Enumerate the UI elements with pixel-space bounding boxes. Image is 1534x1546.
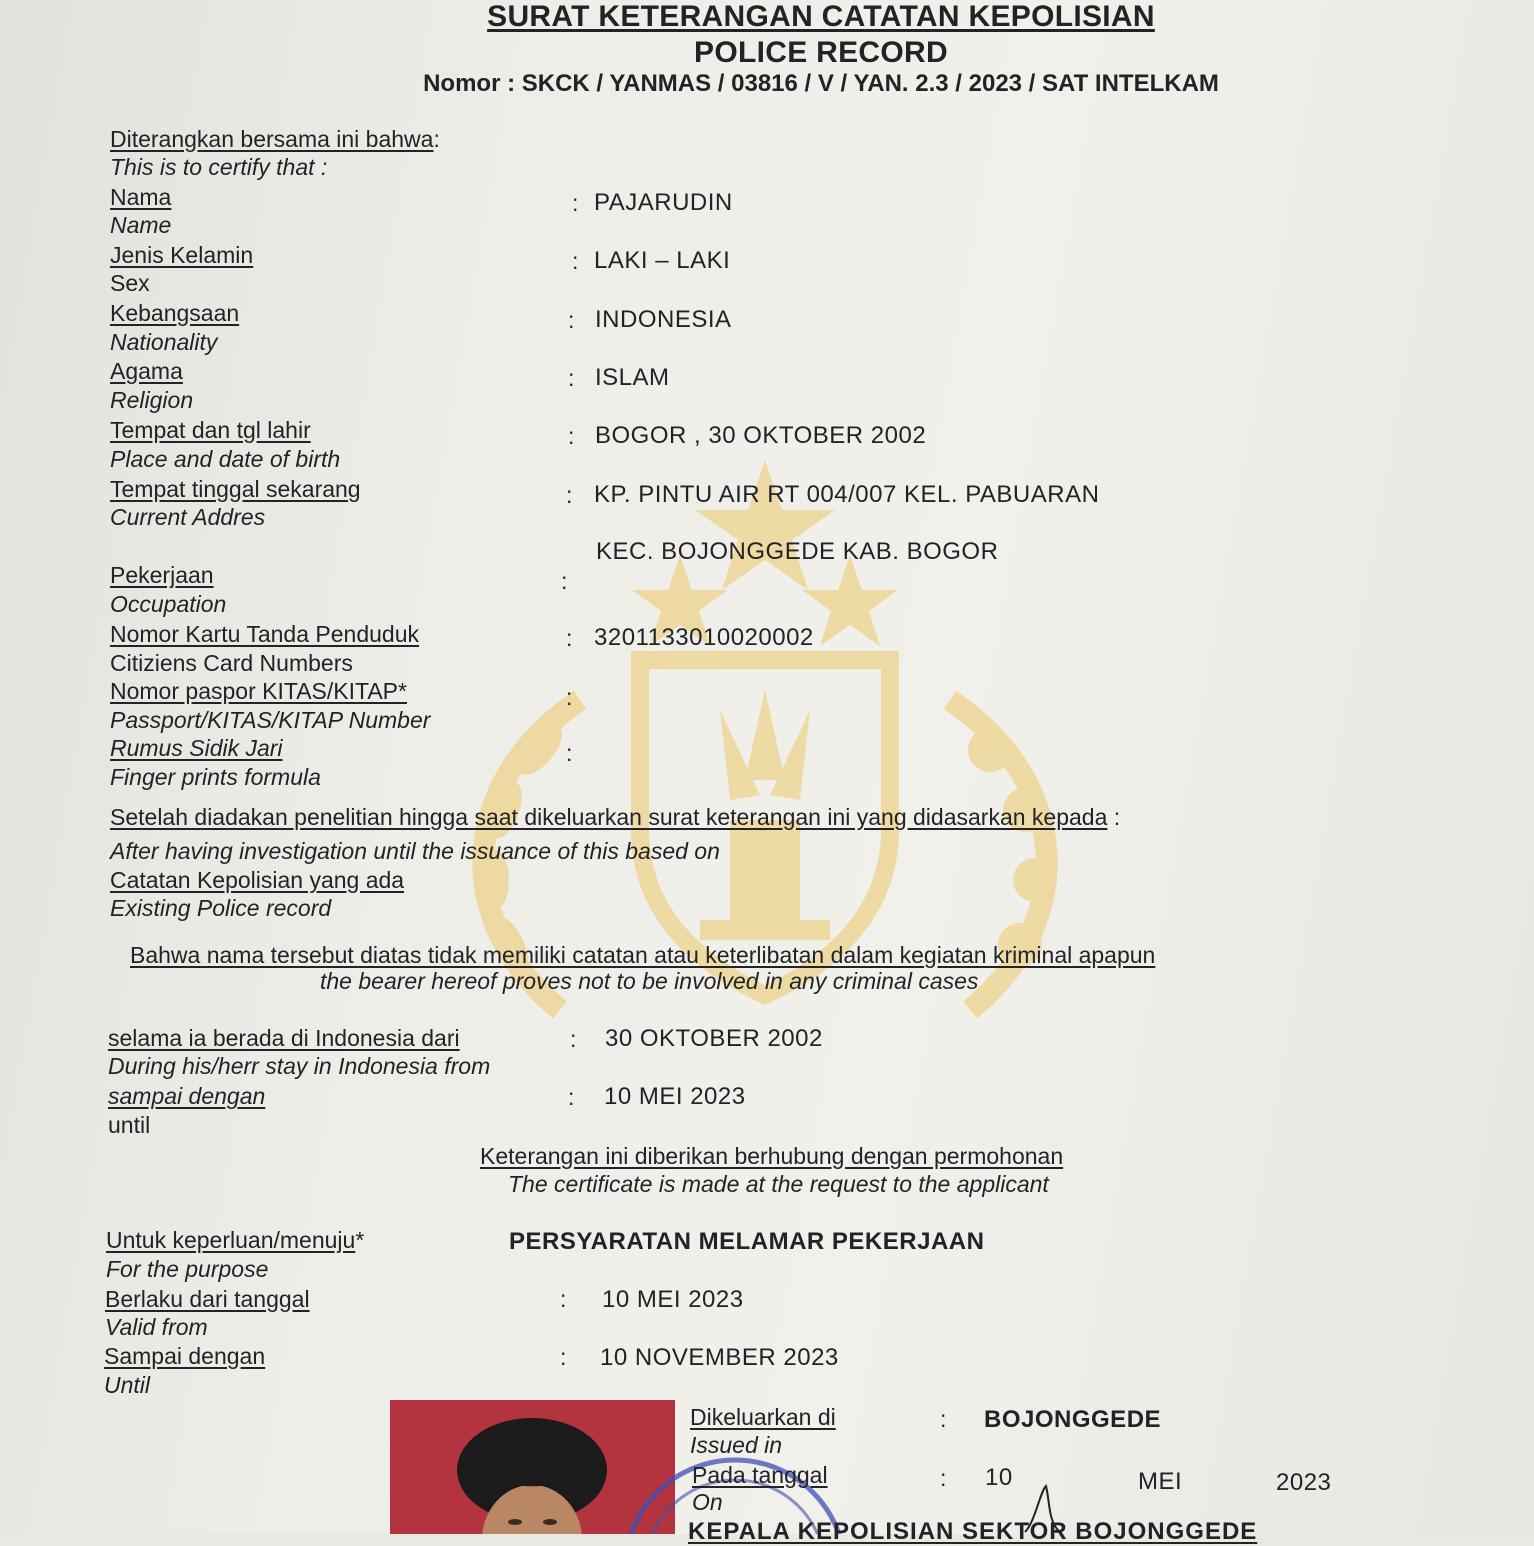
field-label-sex: Jenis Kelamin <box>110 242 254 268</box>
stay-until-value: 10 MEI 2023 <box>604 1083 746 1110</box>
investigation-en: After having investigation until the issuance of this based on <box>110 838 720 864</box>
issued-date-en: On <box>692 1489 723 1515</box>
document-number: Nomor : SKCK / YANMAS / 03816 / V / YAN. 2.3 / 2023 / SAT INTELKAM <box>423 70 1219 97</box>
field-label-birth: Tempat dan tgl lahir <box>110 417 311 443</box>
investigation-label <box>110 804 1120 831</box>
investigation-id: Setelah diadakan penelitian hingga saat dikeluarkan surat keterangan ini yang didasarkan kepada <box>110 804 1108 830</box>
field-colon: : <box>560 1344 567 1370</box>
police-record-en: Existing Police record <box>110 895 332 921</box>
field-label-id-card: Nomor Kartu Tanda Penduduk <box>110 621 419 647</box>
valid-from-label: Berlaku dari tanggal <box>105 1286 310 1312</box>
field-label-fingerprint: Rumus Sidik Jari <box>110 735 283 761</box>
investigation-suffix: : <box>1113 804 1121 830</box>
purpose-id: Untuk keperluan/menuju <box>106 1227 356 1253</box>
issued-place-label: Dikeluarkan di <box>690 1404 836 1430</box>
field-colon: : <box>940 1465 947 1491</box>
field-value-name: PAJARUDIN <box>594 189 733 216</box>
field-value-address: KP. PINTU AIR RT 004/007 KEL. PABUARAN <box>594 481 1100 508</box>
field-label-passport-en: Passport/KITAS/KITAP Number <box>110 707 431 733</box>
field-colon: : <box>568 423 575 449</box>
document-subtitle: POLICE RECORD <box>694 36 948 69</box>
field-label-name: Nama <box>110 184 172 210</box>
issued-place-value: BOJONGGEDE <box>984 1406 1162 1433</box>
purpose-en: For the purpose <box>106 1256 269 1282</box>
field-colon: : <box>570 1026 577 1052</box>
intro-suffix: : <box>433 126 440 152</box>
field-label-name-en: Name <box>110 212 172 238</box>
valid-until-en: Until <box>104 1372 151 1398</box>
field-label-religion: Agama <box>110 358 183 384</box>
field-value-id-card: 3201133010020002 <box>594 624 814 651</box>
field-label-nationality-en: Nationality <box>110 329 218 355</box>
field-colon: : <box>566 625 573 651</box>
field-value-birth: BOGOR , 30 OKTOBER 2002 <box>595 422 927 449</box>
document-title: SURAT KETERANGAN CATATAN KEPOLISIAN <box>487 0 1155 33</box>
intro-id: Diterangkan bersama ini bahwa <box>110 126 434 152</box>
field-label-occupation-en: Occupation <box>110 591 227 617</box>
stay-until-en: until <box>108 1112 151 1138</box>
field-label-id-card-en: Citiziens Card Numbers <box>110 650 353 676</box>
field-colon: : <box>568 1084 575 1110</box>
field-value-nationality: INDONESIA <box>595 306 732 333</box>
field-value-address-line2: KEC. BOJONGGEDE KAB. BOGOR <box>596 538 999 565</box>
field-value-sex: LAKI – LAKI <box>594 247 731 274</box>
issued-date-label: Pada tanggal <box>692 1462 828 1488</box>
field-colon: : <box>560 1286 567 1312</box>
field-colon: : <box>566 482 573 508</box>
valid-from-en: Valid from <box>105 1314 208 1340</box>
field-label-sex-en: Sex <box>110 270 150 296</box>
issued-month: MEI <box>1138 1468 1183 1495</box>
field-colon: : <box>572 190 579 216</box>
valid-until-value: 10 NOVEMBER 2023 <box>600 1344 839 1371</box>
stay-from-en: During his/herr stay in Indonesia from <box>108 1053 491 1079</box>
field-label-fingerprint-en: Finger prints formula <box>110 764 321 790</box>
field-colon: : <box>561 568 568 594</box>
field-colon: : <box>566 684 573 710</box>
stay-from-label: selama ia berada di Indonesia dari <box>108 1025 460 1051</box>
issuing-official: KEPALA KEPOLISIAN SEKTOR BOJONGGEDE <box>688 1518 1258 1545</box>
stay-from-value: 30 OKTOBER 2002 <box>605 1025 823 1052</box>
valid-from-value: 10 MEI 2023 <box>602 1286 744 1313</box>
issued-place-en: Issued in <box>690 1432 783 1458</box>
statement-id: Bahwa nama tersebut diatas tidak memiliki catatan atau keterlibatan dalam kegiatan kriminal apapun <box>130 942 1156 968</box>
field-label-nationality: Kebangsaan <box>110 300 240 326</box>
valid-until-label: Sampai dengan <box>104 1343 266 1369</box>
field-label-passport: Nomor paspor KITAS/KITAP* <box>110 678 407 704</box>
field-colon: : <box>566 740 573 766</box>
intro-en: This is to certify that : <box>110 154 328 180</box>
purpose-mark: * <box>355 1227 365 1253</box>
field-value-religion: ISLAM <box>595 364 670 391</box>
field-label-occupation: Pekerjaan <box>110 562 214 588</box>
request-en: The certificate is made at the request to the applicant <box>508 1171 1049 1197</box>
issued-year: 2023 <box>1276 1469 1332 1496</box>
field-label-birth-en: Place and date of birth <box>110 446 341 472</box>
purpose-label <box>106 1227 364 1254</box>
field-colon: : <box>572 248 579 274</box>
intro-label <box>110 126 440 153</box>
stay-until-label: sampai dengan <box>108 1083 266 1109</box>
field-colon: : <box>940 1406 947 1432</box>
field-label-address-en: Current Addres <box>110 504 266 530</box>
request-id: Keterangan ini diberikan berhubung dengan permohonan <box>480 1143 1064 1169</box>
field-label-religion-en: Religion <box>110 387 194 413</box>
issued-day: 10 <box>985 1464 1013 1491</box>
field-colon: : <box>568 365 575 391</box>
purpose-value: PERSYARATAN MELAMAR PEKERJAAN <box>509 1228 985 1255</box>
field-label-address: Tempat tinggal sekarang <box>110 476 361 502</box>
police-record-label: Catatan Kepolisian yang ada <box>110 867 405 893</box>
statement-en: the bearer hereof proves not to be involved in any criminal cases <box>320 968 979 994</box>
field-colon: : <box>568 307 575 333</box>
